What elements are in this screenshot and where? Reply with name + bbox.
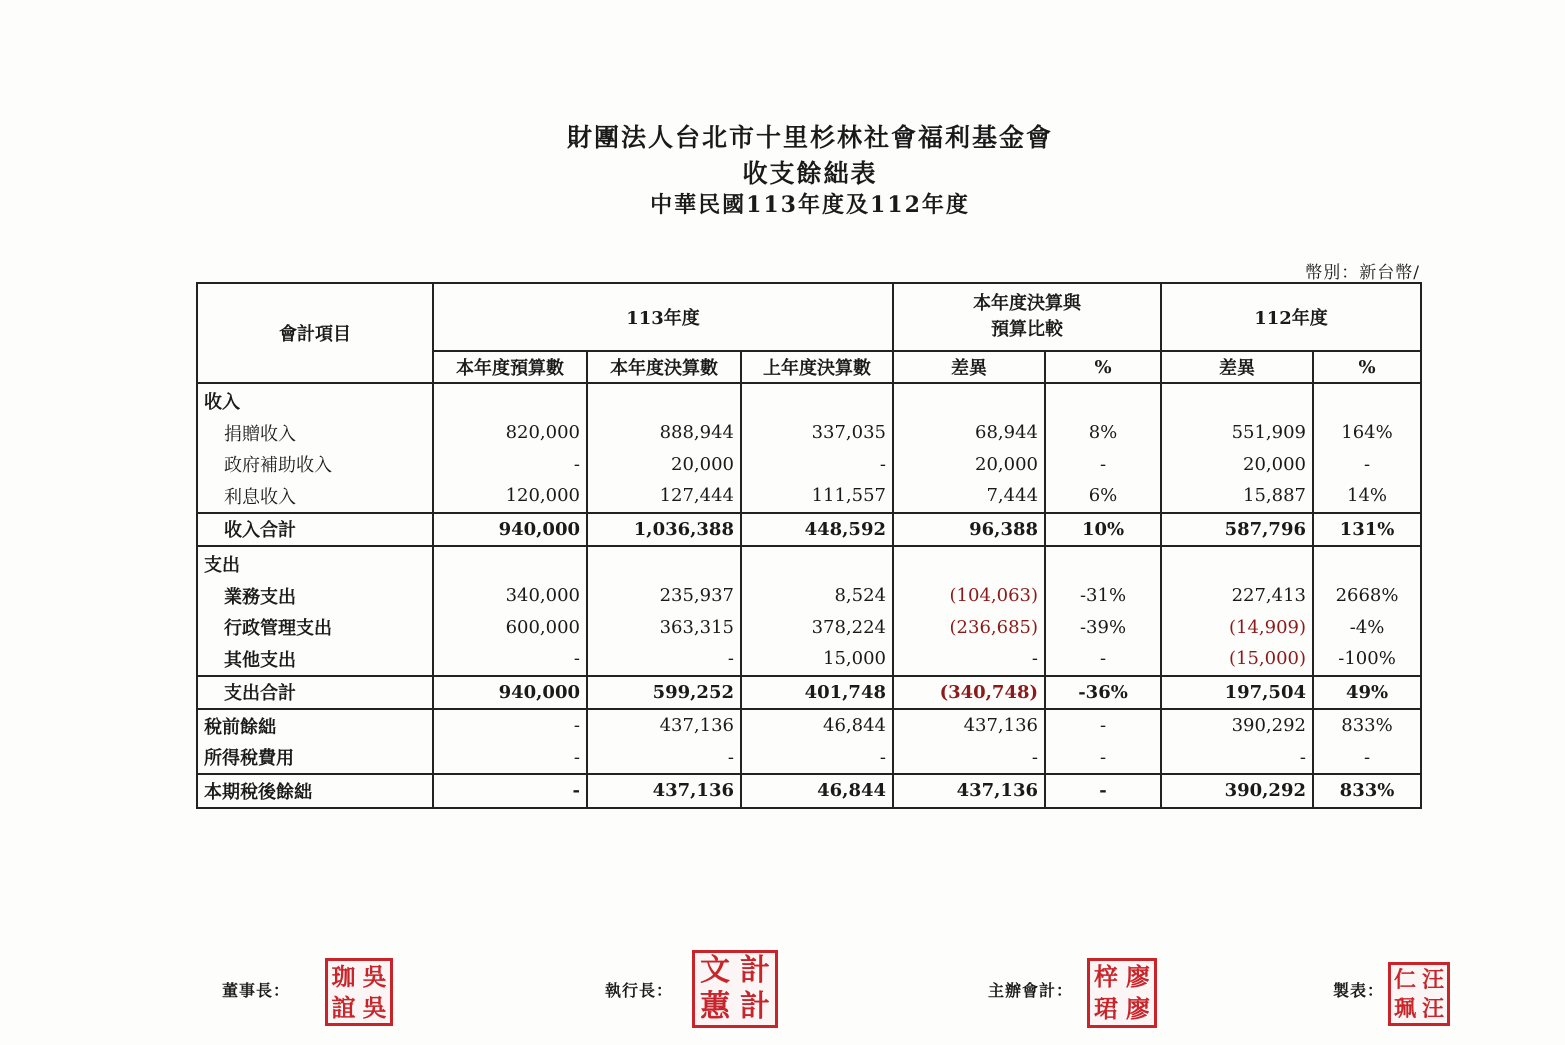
cell-budget: 340,000	[433, 580, 587, 612]
cell-actual: 235,937	[587, 580, 741, 612]
row-label: 稅前餘絀	[197, 709, 433, 742]
cell-diff: (340,748)	[893, 676, 1045, 710]
cell-diff: -	[893, 643, 1045, 676]
org-name: 財團法人台北市十里杉林社會福利基金會	[566, 123, 1053, 152]
cell-actual	[587, 383, 741, 417]
cell-diff-112: 20,000	[1161, 449, 1313, 481]
cell-pct-112: 2668%	[1313, 580, 1421, 612]
cell-actual: 437,136	[587, 709, 741, 742]
cell-pct: -	[1045, 774, 1161, 808]
cell-pct-112: -	[1313, 449, 1421, 481]
ceo-seal	[692, 950, 778, 1028]
cell-prev: 337,035	[741, 417, 893, 449]
cell-actual: -	[587, 643, 741, 676]
seal-char: 誼	[331, 992, 356, 1022]
cell-pct: -	[1045, 742, 1161, 775]
cell-pct-112: -100%	[1313, 643, 1421, 676]
seal-char: 汪	[1421, 966, 1444, 993]
cell-pct: 6%	[1045, 480, 1161, 513]
header-budget: 本年度預算數	[433, 351, 587, 383]
row-label: 收入合計	[197, 513, 433, 547]
preparer-label: 製表：	[1333, 981, 1385, 1000]
row-label: 支出合計	[197, 676, 433, 710]
seal-char: 計	[740, 989, 770, 1024]
cell-prev: 378,224	[741, 612, 893, 644]
row-label: 政府補助收入	[197, 449, 433, 481]
seal-char: 廖	[1126, 994, 1150, 1023]
header-pct-112: %	[1313, 351, 1421, 383]
cell-pct: -	[1045, 643, 1161, 676]
cell-actual: 599,252	[587, 676, 741, 710]
cell-prev: 15,000	[741, 643, 893, 676]
cell-prev: -	[741, 449, 893, 481]
cell-budget: 940,000	[433, 513, 587, 547]
cell-pct-112: -4%	[1313, 612, 1421, 644]
table-row	[197, 742, 1421, 775]
row-label: 行政管理支出	[197, 612, 433, 644]
cell-prev: 448,592	[741, 513, 893, 547]
cell-budget: -	[433, 643, 587, 676]
cell-diff: 20,000	[893, 449, 1045, 481]
seal-char: 珺	[1094, 994, 1118, 1023]
cell-diff: 7,444	[893, 480, 1045, 513]
table-row	[197, 580, 1421, 612]
row-label: 收入	[197, 383, 433, 417]
cell-actual: 1,036,388	[587, 513, 741, 547]
cell-diff-112: 15,887	[1161, 480, 1313, 513]
income-statement-table	[196, 282, 1422, 809]
cell-budget: 820,000	[433, 417, 587, 449]
seal-char: 梓	[1094, 962, 1118, 991]
cell-budget: -	[433, 742, 587, 775]
report-period: 中華民國113年度及112年度	[650, 192, 970, 218]
cell-actual	[587, 546, 741, 580]
chief-accountant-label: 主辦會計：	[988, 981, 1074, 1000]
cell-diff-112: (14,909)	[1161, 612, 1313, 644]
cell-diff: 437,136	[893, 709, 1045, 742]
table-row	[197, 612, 1421, 644]
cell-diff-112: 390,292	[1161, 709, 1313, 742]
table-row	[197, 417, 1421, 449]
row-label: 本期稅後餘絀	[197, 774, 433, 808]
seal-char: 蕙	[700, 989, 730, 1024]
cell-prev: 111,557	[741, 480, 893, 513]
cell-pct: -	[1045, 709, 1161, 742]
cell-pct: -31%	[1045, 580, 1161, 612]
cell-pct-112: 14%	[1313, 480, 1421, 513]
document-title: 收支餘絀表	[742, 159, 878, 188]
cell-pct-112: 164%	[1313, 417, 1421, 449]
cell-diff: -	[893, 742, 1045, 775]
row-label: 業務支出	[197, 580, 433, 612]
cell-budget: 940,000	[433, 676, 587, 710]
header-pct: %	[1045, 351, 1161, 383]
header-budget-comparison	[893, 283, 1161, 351]
cell-budget: 600,000	[433, 612, 587, 644]
chief-accountant-seal	[1087, 958, 1157, 1028]
seal-char: 文	[700, 953, 730, 988]
cell-diff-112	[1161, 546, 1313, 580]
cell-prev: 46,844	[741, 774, 893, 808]
cell-prev: -	[741, 742, 893, 775]
row-label: 利息收入	[197, 480, 433, 513]
table-row-total	[197, 676, 1421, 710]
cell-diff-112: -	[1161, 742, 1313, 775]
ceo-label: 執行長：	[605, 981, 674, 1000]
seal-char: 計	[740, 953, 770, 988]
cell-diff-112: 551,909	[1161, 417, 1313, 449]
cell-prev: 46,844	[741, 709, 893, 742]
seal-char: 仁	[1393, 966, 1416, 993]
chairman-label: 董事長：	[222, 981, 291, 1000]
header-diff: 差異	[893, 351, 1045, 383]
cell-pct: -	[1045, 449, 1161, 481]
table-row	[197, 709, 1421, 742]
cell-pct-112: 833%	[1313, 709, 1421, 742]
header-diff-112: 差異	[1161, 351, 1313, 383]
cell-pct: 8%	[1045, 417, 1161, 449]
cell-budget	[433, 383, 587, 417]
header-prev-actual: 上年度決算數	[741, 351, 893, 383]
header-budget-comparison-line1: 本年度決算與	[973, 293, 1082, 314]
cell-prev	[741, 383, 893, 417]
cell-diff-112	[1161, 383, 1313, 417]
cell-pct-112	[1313, 383, 1421, 417]
cell-diff-112: 197,504	[1161, 676, 1313, 710]
cell-actual: 20,000	[587, 449, 741, 481]
seal-char: 珮	[1393, 995, 1416, 1022]
seal-char: 廖	[1126, 962, 1150, 991]
header-account-item: 會計項目	[197, 283, 433, 383]
seal-char: 吳	[362, 961, 387, 991]
cell-actual: 363,315	[587, 612, 741, 644]
row-label: 其他支出	[197, 643, 433, 676]
preparer-seal	[1388, 962, 1450, 1026]
table-row	[197, 546, 1421, 580]
cell-diff	[893, 546, 1045, 580]
table-row	[197, 480, 1421, 513]
cell-diff-112: 390,292	[1161, 774, 1313, 808]
header-actual: 本年度決算數	[587, 351, 741, 383]
cell-budget: -	[433, 449, 587, 481]
cell-pct: -36%	[1045, 676, 1161, 710]
cell-prev: 8,524	[741, 580, 893, 612]
currency-note: 幣別：新台幣/	[1305, 263, 1420, 283]
table-row-total	[197, 513, 1421, 547]
cell-budget: 120,000	[433, 480, 587, 513]
row-label: 支出	[197, 546, 433, 580]
cell-actual: 888,944	[587, 417, 741, 449]
cell-diff-112: 227,413	[1161, 580, 1313, 612]
header-budget-comparison-line2: 預算比較	[991, 319, 1064, 340]
row-label: 所得稅費用	[197, 742, 433, 775]
cell-actual: 127,444	[587, 480, 741, 513]
cell-pct-112: -	[1313, 742, 1421, 775]
row-label: 捐贈收入	[197, 417, 433, 449]
cell-budget: -	[433, 709, 587, 742]
seal-char: 吳	[362, 992, 387, 1022]
cell-budget: -	[433, 774, 587, 808]
table-row	[197, 449, 1421, 481]
cell-pct	[1045, 383, 1161, 417]
table-row	[197, 383, 1421, 417]
cell-diff-112: (15,000)	[1161, 643, 1313, 676]
table-row	[197, 643, 1421, 676]
cell-diff	[893, 383, 1045, 417]
cell-diff: (104,063)	[893, 580, 1045, 612]
cell-prev: 401,748	[741, 676, 893, 710]
cell-diff: 96,388	[893, 513, 1045, 547]
seal-char: 汪	[1421, 995, 1444, 1022]
cell-pct-112	[1313, 546, 1421, 580]
table-row-total	[197, 774, 1421, 808]
cell-diff: (236,685)	[893, 612, 1045, 644]
chairman-seal	[325, 958, 393, 1026]
cell-actual: -	[587, 742, 741, 775]
cell-pct-112: 833%	[1313, 774, 1421, 808]
cell-pct	[1045, 546, 1161, 580]
cell-pct-112: 131%	[1313, 513, 1421, 547]
cell-prev	[741, 546, 893, 580]
header-year-112: 112年度	[1161, 283, 1421, 351]
header-year-113: 113年度	[433, 283, 893, 351]
cell-diff: 437,136	[893, 774, 1045, 808]
cell-diff-112: 587,796	[1161, 513, 1313, 547]
cell-actual: 437,136	[587, 774, 741, 808]
cell-pct: -39%	[1045, 612, 1161, 644]
seal-char: 珈	[331, 961, 356, 991]
cell-pct: 10%	[1045, 513, 1161, 547]
cell-pct-112: 49%	[1313, 676, 1421, 710]
cell-budget	[433, 546, 587, 580]
cell-diff: 68,944	[893, 417, 1045, 449]
